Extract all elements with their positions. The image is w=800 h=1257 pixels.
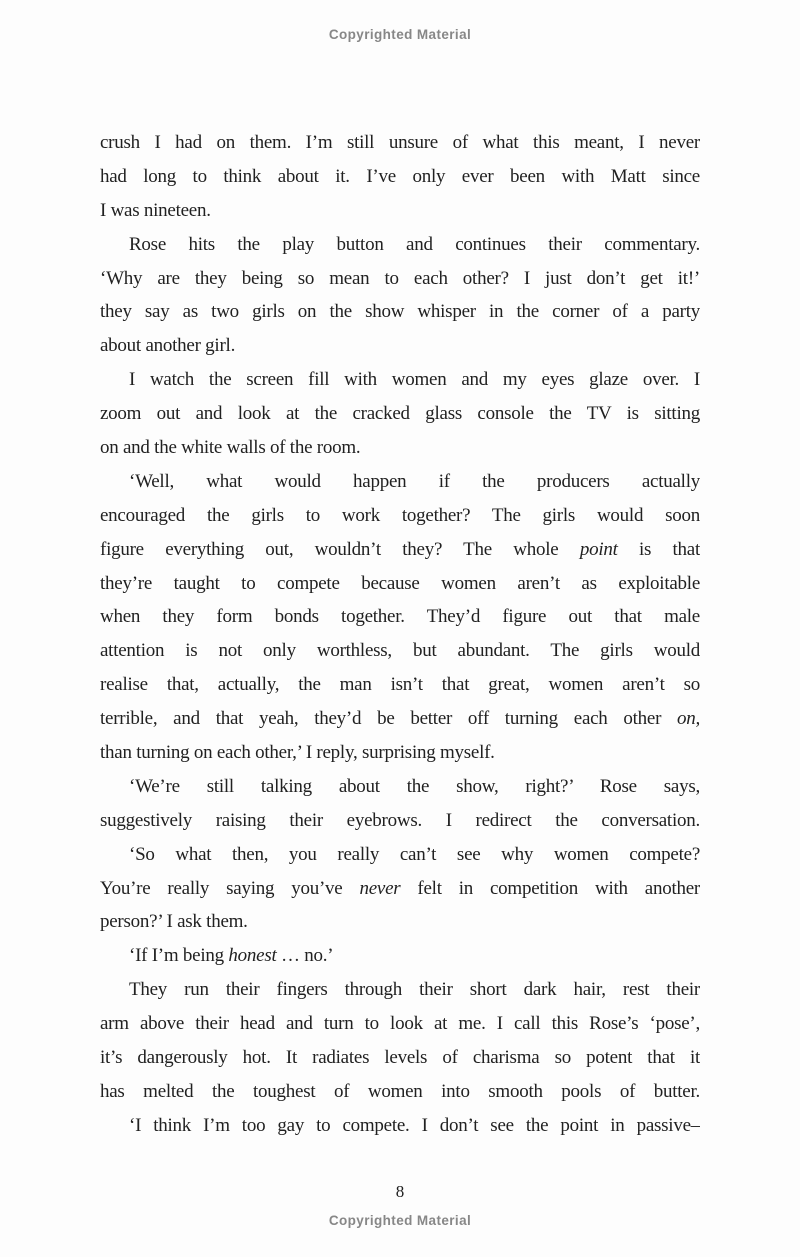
text-segment: had long to think about it. I’ve only ever been with Matt since (100, 165, 700, 187)
text-line (100, 770, 700, 804)
text-line (100, 228, 700, 262)
text-line (100, 838, 700, 872)
text-segment: crush I had on them. I’m still unsure of what this meant, I never (100, 132, 700, 153)
text-segment: terrible, and that yeah, they’d be better off turning each other (100, 708, 677, 730)
text-segment: felt in competition with another (400, 877, 700, 899)
text-line (100, 262, 700, 296)
text-line (100, 329, 700, 363)
text-line (100, 194, 700, 228)
text-line (100, 973, 700, 1007)
text-line (100, 397, 700, 431)
text-line (100, 668, 700, 702)
text-segment: ‘If I’m being (129, 945, 229, 967)
text-line (100, 363, 700, 397)
text-line (100, 905, 700, 939)
text-segment: attention is not only worthless, but abundant. The girls would (100, 640, 700, 662)
text-line (100, 533, 700, 567)
text-segment: arm above their head and turn to look at me. I call this Rose’s ‘pose’, (100, 1013, 700, 1035)
page-number: 8 (395, 1182, 405, 1201)
italic-text: never (359, 877, 401, 899)
text-segment: suggestively raising their eyebrows. I redirect the conversation. (100, 809, 700, 831)
text-segment: person?’ I ask them. (100, 911, 248, 933)
text-line (100, 600, 700, 634)
text-segment: ‘Well, what would happen if the producers actually (129, 470, 700, 492)
text-line (100, 939, 700, 973)
italic-text: point (579, 538, 618, 560)
text-segment: when they form bonds together. They’d figure out that male (100, 606, 700, 628)
text-line (100, 702, 700, 736)
text-line (100, 295, 700, 329)
text-segment: ‘We’re still talking about the show, right?’ Rose says, (129, 775, 700, 797)
text-segment: … no.’ (276, 945, 334, 967)
text-line (100, 804, 700, 838)
text-segment: Rose hits the play button and continues their commentary. (129, 233, 700, 255)
copyright-notice-top: Copyrighted Material (328, 27, 472, 42)
copyright-notice-bottom: Copyrighted Material (328, 1213, 472, 1228)
text-segment: it’s dangerously hot. It radiates levels of charisma so potent that it (100, 1047, 700, 1069)
body-text (100, 126, 700, 1143)
text-line (100, 1007, 700, 1041)
text-segment: than turning on each other,’ I reply, surprising myself. (100, 742, 495, 764)
italic-text: honest (228, 945, 277, 967)
text-segment: encouraged the girls to work together? The girls would soon (100, 504, 700, 526)
text-line (100, 499, 700, 533)
text-segment: realise that, actually, the man isn’t that great, women aren’t so (100, 674, 700, 696)
text-segment: on and the white walls of the room. (100, 437, 361, 459)
text-segment: has melted the toughest of women into smooth pools of butter. (100, 1080, 700, 1102)
text-segment: I watch the screen fill with women and my eyes glaze over. I (129, 369, 700, 391)
text-segment: is that (617, 538, 700, 560)
text-segment: They run their fingers through their short dark hair, rest their (129, 979, 700, 1001)
text-line (100, 1109, 700, 1143)
text-segment: I was nineteen. (100, 199, 211, 221)
text-segment: You’re really saying you’ve (100, 877, 360, 899)
text-segment: they say as two girls on the show whisper in the corner of a party (100, 301, 700, 323)
text-segment: zoom out and look at the cracked glass console the TV is sitting (100, 403, 700, 425)
text-line (100, 872, 700, 906)
text-line (100, 465, 700, 499)
text-line (100, 126, 700, 160)
text-line (100, 1075, 700, 1109)
text-segment: about another girl. (100, 335, 236, 357)
text-segment: figure everything out, wouldn’t they? The whole (100, 538, 580, 560)
text-line (100, 567, 700, 601)
text-segment: they’re taught to compete because women aren’t as exploitable (100, 572, 700, 594)
text-line (100, 160, 700, 194)
italic-text: on, (677, 708, 700, 730)
text-line (100, 736, 700, 770)
text-line (100, 1041, 700, 1075)
text-segment: ‘So what then, you really can’t see why women compete? (129, 843, 700, 865)
text-line (100, 634, 700, 668)
text-segment: ‘I think I’m too gay to compete. I don’t see the point in passive– (129, 1114, 700, 1136)
text-segment: ‘Why are they being so mean to each other? I just don’t get it!’ (100, 267, 700, 289)
text-line (100, 431, 700, 465)
